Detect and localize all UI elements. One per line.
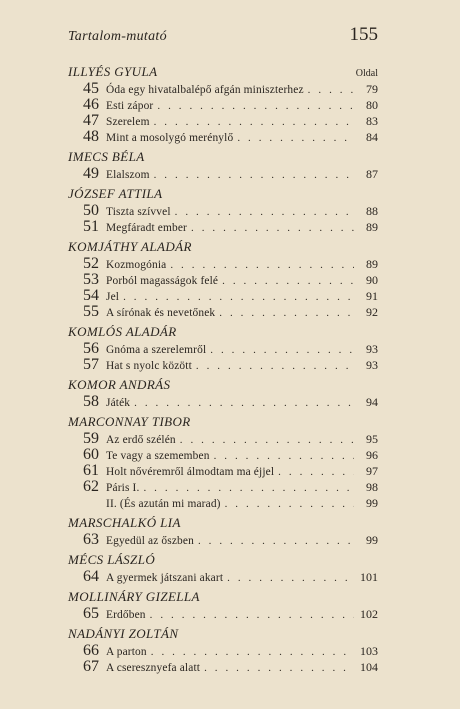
toc-entry <box>68 643 378 659</box>
author-name: MOLLINÁRY GIZELLA <box>68 589 200 604</box>
poem-number: 46 <box>83 96 99 113</box>
poem-title: Te vagy a szememben <box>106 450 210 462</box>
toc-entry <box>68 113 378 129</box>
dot-leader <box>134 395 354 411</box>
toc-entry <box>68 203 378 219</box>
toc-entry <box>68 463 378 479</box>
poem-title: Az erdő szélén <box>106 434 176 446</box>
author-heading <box>68 148 378 166</box>
author-name: KOMOR ANDRÁS <box>68 377 171 392</box>
author-name: IMECS BÉLA <box>68 149 145 164</box>
dot-leader <box>227 570 354 586</box>
dot-leader <box>150 607 354 623</box>
poem-number: 58 <box>83 393 99 410</box>
poem-title: Mint a mosolygó merénylő <box>106 132 234 144</box>
entry-page: 89 <box>366 257 378 271</box>
entry-page: 87 <box>366 167 378 181</box>
entry-page: 97 <box>366 464 378 478</box>
poem-title: Jel <box>106 291 120 303</box>
poem-number: 64 <box>83 568 99 585</box>
entry-page: 101 <box>360 570 378 584</box>
entry-page: 96 <box>366 448 378 462</box>
entry-page: 88 <box>366 204 378 218</box>
poem-number: 60 <box>83 446 99 463</box>
entry-page: 84 <box>366 130 378 144</box>
poem-title: Tiszta szívvel <box>106 206 171 218</box>
entry-page: 90 <box>366 273 378 287</box>
toc-entry <box>68 288 378 304</box>
poem-number: 52 <box>83 255 99 272</box>
dot-leader <box>175 204 354 220</box>
author-name: KOMLÓS ALADÁR <box>68 324 177 339</box>
poem-number: 54 <box>83 287 99 304</box>
author-heading <box>68 323 378 341</box>
author-heading <box>68 625 378 643</box>
poem-title: Esti zápor <box>106 100 154 112</box>
toc-entry <box>68 659 378 675</box>
poem-title: A gyermek játszani akart <box>106 572 224 584</box>
poem-title: A cseresznyefa alatt <box>106 662 201 674</box>
dot-leader <box>123 289 354 305</box>
entry-page: 99 <box>366 533 378 547</box>
dot-leader <box>204 660 354 676</box>
poem-number: 47 <box>83 112 99 129</box>
author-heading <box>68 514 378 532</box>
running-head <box>68 24 378 46</box>
toc-entry <box>68 341 378 357</box>
dot-leader <box>196 358 354 374</box>
poem-title: Óda egy hivatalbalépő afgán miniszterhez <box>106 84 304 96</box>
entry-page: 92 <box>366 305 378 319</box>
dot-leader <box>154 167 354 183</box>
author-name: NADÁNYI ZOLTÁN <box>68 626 179 641</box>
author-name: ILLYÉS GYULA <box>68 64 158 79</box>
entry-page: 94 <box>366 395 378 409</box>
poem-number: 48 <box>83 128 99 145</box>
toc-entry <box>68 431 378 447</box>
author-heading <box>68 551 378 569</box>
dot-leader <box>157 98 354 114</box>
poem-number: 56 <box>83 340 99 357</box>
poem-number: 61 <box>83 462 99 479</box>
poem-title: Erdőben <box>106 609 146 621</box>
entry-page: 103 <box>360 644 378 658</box>
entry-page: 95 <box>366 432 378 446</box>
poem-number: 57 <box>83 356 99 373</box>
dot-leader <box>180 432 354 448</box>
author-name: MARSCHALKÓ LIA <box>68 515 181 530</box>
author-name: MÉCS LÁSZLÓ <box>68 552 156 567</box>
toc-entry <box>68 394 378 410</box>
entry-page: 80 <box>366 98 378 112</box>
poem-title: Kozmogónia <box>106 259 167 271</box>
toc-entry <box>68 532 378 548</box>
table-of-contents <box>68 63 378 675</box>
poem-title: Porból magasságok felé <box>106 275 219 287</box>
dot-leader <box>308 82 354 98</box>
poem-number: 45 <box>83 80 99 97</box>
toc-entry <box>68 495 378 511</box>
entry-page: 91 <box>366 289 378 303</box>
poem-number: 53 <box>83 271 99 288</box>
poem-title: Elalszom <box>106 169 150 181</box>
poem-title: Játék <box>106 397 131 409</box>
toc-entry <box>68 357 378 373</box>
toc-entry <box>68 569 378 585</box>
author-heading <box>68 588 378 606</box>
entry-page: 102 <box>360 607 378 621</box>
author-name: JÓZSEF ATTILA <box>68 186 163 201</box>
page-number: 155 <box>349 24 378 45</box>
toc-entry <box>68 479 378 495</box>
poem-number: 51 <box>83 218 99 235</box>
dot-leader <box>151 644 354 660</box>
entry-page: 104 <box>360 660 378 674</box>
dot-leader <box>237 130 354 146</box>
toc-entry <box>68 81 378 97</box>
toc-entry <box>68 166 378 182</box>
dot-leader <box>219 305 354 321</box>
dot-leader <box>214 448 354 464</box>
poem-number: 66 <box>83 642 99 659</box>
dot-leader <box>222 273 354 289</box>
toc-entry <box>68 97 378 113</box>
dot-leader <box>191 220 354 236</box>
poem-title: A parton <box>106 646 147 658</box>
running-head-title: Tartalom-mutató <box>68 29 167 44</box>
dot-leader <box>154 114 354 130</box>
entry-page: 99 <box>366 496 378 510</box>
author-heading <box>68 238 378 256</box>
poem-title: Szerelem <box>106 116 150 128</box>
poem-title: Holt nővéremről álmodtam ma éjjel <box>106 466 275 478</box>
toc-entry <box>68 447 378 463</box>
author-name: KOMJÁTHY ALADÁR <box>68 239 192 254</box>
poem-number: 63 <box>83 531 99 548</box>
author-heading <box>68 63 378 81</box>
dot-leader <box>198 533 354 549</box>
poem-title: Megfáradt ember <box>106 222 187 234</box>
dot-leader <box>143 480 354 496</box>
toc-entry <box>68 606 378 622</box>
author-heading <box>68 376 378 394</box>
toc-entry <box>68 129 378 145</box>
poem-title: Páris I. <box>106 482 140 494</box>
poem-number: 55 <box>83 303 99 320</box>
author-heading <box>68 413 378 431</box>
poem-number: 67 <box>83 658 99 675</box>
toc-entry <box>68 256 378 272</box>
poem-title: II. (És azután mi marad) <box>106 498 221 510</box>
poem-number: 59 <box>83 430 99 447</box>
poem-title: Hat s nyolc között <box>106 360 192 372</box>
author-name: MARCONNAY TIBOR <box>68 414 191 429</box>
poem-number: 65 <box>83 605 99 622</box>
poem-title: Gnóma a szerelemről <box>106 344 207 356</box>
poem-title: Egyedül az őszben <box>106 535 194 547</box>
entry-page: 93 <box>366 358 378 372</box>
author-heading <box>68 185 378 203</box>
poem-number: 49 <box>83 165 99 182</box>
entry-page: 79 <box>366 82 378 96</box>
poem-title: A sírónak és nevetőnek <box>106 307 216 319</box>
toc-entry <box>68 272 378 288</box>
dot-leader <box>225 496 354 512</box>
entry-page: 98 <box>366 480 378 494</box>
dot-leader <box>170 257 354 273</box>
dot-leader <box>210 342 354 358</box>
entry-page: 93 <box>366 342 378 356</box>
poem-number: 62 <box>83 478 99 495</box>
dot-leader <box>278 464 354 480</box>
entry-page: 83 <box>366 114 378 128</box>
toc-entry <box>68 304 378 320</box>
entry-page: 89 <box>366 220 378 234</box>
toc-entry <box>68 219 378 235</box>
poem-number: 50 <box>83 202 99 219</box>
page-column-label: Oldal <box>355 68 378 79</box>
